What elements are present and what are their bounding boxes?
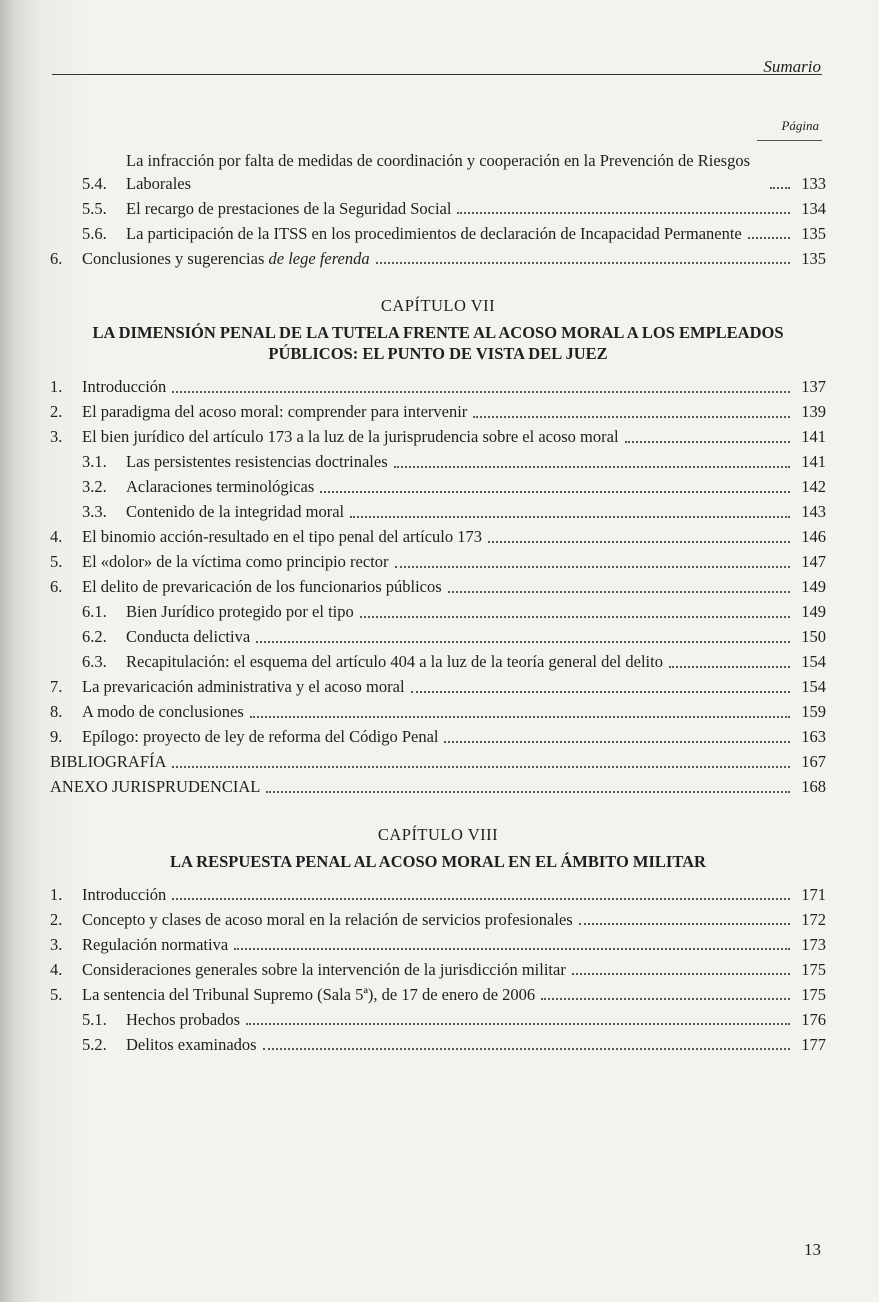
toc-entry-number: 3.3. bbox=[82, 502, 107, 521]
leader-dots bbox=[572, 973, 790, 975]
toc-entry bbox=[50, 984, 826, 1007]
leader-dots bbox=[541, 998, 790, 1000]
toc-entry-number: 6.2. bbox=[82, 627, 107, 646]
toc-entry bbox=[50, 909, 826, 932]
leader-dots bbox=[263, 1048, 790, 1050]
toc-entry-number: 8. bbox=[50, 702, 63, 721]
toc-entry-title: Introducción bbox=[82, 377, 167, 396]
toc-entry-title: ANEXO JURISPRUDENCIAL bbox=[50, 777, 261, 796]
page-column-label: Página bbox=[781, 118, 819, 133]
running-header-title: Sumario bbox=[763, 57, 821, 76]
toc-entry bbox=[50, 401, 826, 424]
page-number: 13 bbox=[804, 1240, 821, 1259]
toc-entry bbox=[50, 934, 826, 957]
leader-dots bbox=[488, 541, 790, 543]
leader-dots bbox=[444, 741, 790, 743]
toc-entry-page: 154 bbox=[801, 652, 826, 671]
toc-entry-page: 135 bbox=[801, 223, 826, 243]
toc-entry-page: 137 bbox=[801, 377, 826, 396]
leader-dots bbox=[250, 716, 790, 718]
leader-dots bbox=[394, 466, 790, 468]
toc-entry-page: 175 bbox=[801, 959, 826, 979]
toc-entry-number: 1. bbox=[50, 377, 63, 396]
toc-entry bbox=[50, 751, 826, 774]
toc-entry-page: 163 bbox=[801, 727, 826, 746]
leader-dots bbox=[350, 516, 790, 518]
chapter-viii-title: LA RESPUESTA PENAL AL ACOSO MORAL EN EL ÁMBITO MILITAR bbox=[170, 851, 706, 871]
toc-entry bbox=[50, 1009, 826, 1032]
toc-entry-title: La infracción por falta de medidas de coordinación y cooperación en la Prevención de Riesgos Laborales bbox=[126, 151, 751, 193]
toc-entry bbox=[50, 601, 826, 624]
toc-entry-page: 159 bbox=[801, 702, 826, 721]
toc-entry bbox=[50, 501, 826, 524]
toc-entry-page: 139 bbox=[801, 402, 826, 421]
toc-entry-title: Introducción bbox=[82, 884, 167, 904]
toc-entry bbox=[50, 248, 826, 271]
toc-entry bbox=[50, 551, 826, 574]
toc-entry-title-italic: de lege ferenda bbox=[268, 248, 370, 268]
toc-entry-page: 147 bbox=[801, 552, 826, 571]
toc-entry-page: 134 bbox=[801, 198, 826, 218]
toc-entry-number: 3.1. bbox=[82, 452, 107, 471]
toc-entry-number: 4. bbox=[50, 527, 63, 546]
toc-entry-title: Consideraciones generales sobre la intervención de la jurisdicción militar bbox=[82, 959, 566, 979]
chapter-vii-entries bbox=[50, 376, 826, 799]
leader-dots bbox=[669, 666, 790, 668]
toc-entry-page: 154 bbox=[801, 677, 826, 696]
toc-entry-title: La sentencia del Tribunal Supremo (Sala 5ª), de 17 de enero de 2006 bbox=[82, 984, 536, 1004]
leader-dots bbox=[320, 491, 790, 493]
toc-entry-title: Aclaraciones terminológicas bbox=[126, 477, 315, 496]
table-of-contents bbox=[50, 150, 826, 1059]
toc-entry-title: La participación de la ITSS en los procedimientos de declaración de Incapacidad Permanente bbox=[126, 223, 742, 243]
leader-dots bbox=[770, 187, 790, 189]
toc-entry-number: 2. bbox=[50, 402, 63, 421]
toc-entry-title: Recapitulación: el esquema del artículo 404 a la luz de la teoría general del delito bbox=[126, 652, 663, 671]
toc-entry-number: 5.6. bbox=[82, 223, 107, 243]
toc-entry bbox=[50, 676, 826, 699]
toc-entry-number: 5.1. bbox=[82, 1009, 107, 1029]
toc-entry bbox=[50, 626, 826, 649]
leader-dots bbox=[234, 948, 790, 950]
toc-entry bbox=[50, 776, 826, 799]
toc-entry-number: 7. bbox=[50, 677, 63, 696]
toc-entry bbox=[50, 150, 826, 195]
toc-entry-page: 175 bbox=[801, 984, 826, 1004]
toc-entry-page: 141 bbox=[801, 452, 826, 471]
toc-entry bbox=[50, 1034, 826, 1057]
toc-entry bbox=[50, 884, 826, 907]
toc-entry-title: A modo de conclusiones bbox=[82, 702, 244, 721]
toc-entry bbox=[50, 426, 826, 449]
toc-entry-number: 5.5. bbox=[82, 198, 107, 218]
leader-dots bbox=[376, 262, 790, 264]
chapter-vii-title: LA DIMENSIÓN PENAL DE LA TUTELA FRENTE AL ACOSO MORAL A LOS EMPLEADOS PÚBLICOS: EL PUNTO DE VISTA DEL JUEZ bbox=[92, 323, 784, 363]
toc-entry-title: Contenido de la integridad moral bbox=[126, 502, 345, 521]
toc-entry-page: 168 bbox=[801, 777, 826, 796]
leader-dots bbox=[172, 766, 790, 768]
toc-entry-number: 4. bbox=[50, 959, 63, 979]
toc-entry-title: Hechos probados bbox=[126, 1009, 241, 1029]
leader-dots bbox=[172, 898, 790, 900]
toc-entry bbox=[50, 451, 826, 474]
toc-entry-title: Bien Jurídico protegido por el tipo bbox=[126, 602, 354, 621]
toc-entry-page: 143 bbox=[801, 502, 826, 521]
toc-entry-page: 133 bbox=[801, 173, 826, 193]
chapter-vi-tail bbox=[50, 150, 826, 270]
toc-entry-title: Concepto y clases de acoso moral en la relación de servicios profesionales bbox=[82, 909, 573, 929]
header-rule bbox=[52, 74, 822, 75]
toc-entry-title: Conclusiones y sugerencias de lege ferenda bbox=[82, 248, 370, 268]
toc-entry bbox=[50, 223, 826, 246]
toc-entry-number: 6. bbox=[50, 577, 63, 596]
leader-dots bbox=[266, 791, 790, 793]
toc-entry-title: El bien jurídico del artículo 173 a la luz de la jurisprudencia sobre el acoso moral bbox=[82, 427, 619, 446]
toc-entry-number: 5.2. bbox=[82, 1034, 107, 1054]
leader-dots bbox=[625, 441, 790, 443]
toc-entry-page: 172 bbox=[801, 909, 826, 929]
toc-entry-page: 150 bbox=[801, 627, 826, 646]
leader-dots bbox=[457, 212, 790, 214]
toc-entry bbox=[50, 959, 826, 982]
toc-entry-number: 5. bbox=[50, 552, 63, 571]
toc-entry bbox=[50, 476, 826, 499]
toc-entry-number: 6.1. bbox=[82, 602, 107, 621]
toc-entry-page: 177 bbox=[801, 1034, 826, 1054]
leader-dots bbox=[579, 923, 790, 925]
toc-entry-page: 149 bbox=[801, 577, 826, 596]
toc-entry-title: El delito de prevaricación de los funcionarios públicos bbox=[82, 577, 442, 596]
toc-entry bbox=[50, 576, 826, 599]
toc-entry-number: 3. bbox=[50, 934, 63, 954]
toc-entry bbox=[50, 526, 826, 549]
toc-entry-title: Conducta delictiva bbox=[126, 627, 251, 646]
toc-entry bbox=[50, 726, 826, 749]
leader-dots bbox=[246, 1023, 790, 1025]
toc-entry-number: 5.4. bbox=[82, 173, 107, 193]
leader-dots bbox=[395, 566, 790, 568]
toc-entry-page: 176 bbox=[801, 1009, 826, 1029]
leader-dots bbox=[411, 691, 790, 693]
toc-entry-number: 3.2. bbox=[82, 477, 107, 496]
toc-entry-number: 5. bbox=[50, 984, 63, 1004]
toc-entry-title: El recargo de prestaciones de la Seguridad Social bbox=[126, 198, 452, 218]
toc-entry-number: 9. bbox=[50, 727, 63, 746]
toc-entry-page: 173 bbox=[801, 934, 826, 954]
toc-entry-title: El paradigma del acoso moral: comprender para intervenir bbox=[82, 402, 468, 421]
toc-entry-title: Regulación normativa bbox=[82, 934, 229, 954]
toc-entry-title: El «dolor» de la víctima como principio rector bbox=[82, 552, 389, 571]
toc-entry-page: 146 bbox=[801, 527, 826, 546]
leader-dots bbox=[360, 616, 790, 618]
leader-dots bbox=[748, 237, 790, 239]
chapter-vii-label: CAPÍTULO VII bbox=[380, 296, 496, 315]
toc-entry bbox=[50, 651, 826, 674]
toc-entry-number: 6.3. bbox=[82, 652, 107, 671]
chapter-viii-entries bbox=[50, 884, 826, 1057]
toc-entry-title: El binomio acción-resultado en el tipo penal del artículo 173 bbox=[82, 527, 483, 546]
toc-entry-title: Delitos examinados bbox=[126, 1034, 257, 1054]
toc-entry-number: 3. bbox=[50, 427, 63, 446]
toc-entry-title: Las persistentes resistencias doctrinales bbox=[126, 452, 388, 471]
toc-entry bbox=[50, 198, 826, 221]
leader-dots bbox=[448, 591, 790, 593]
toc-entry-title: Epílogo: proyecto de ley de reforma del Código Penal bbox=[82, 727, 439, 746]
toc-entry-page: 135 bbox=[801, 248, 826, 268]
toc-entry-title: BIBLIOGRAFÍA bbox=[50, 752, 167, 771]
toc-entry-number: 2. bbox=[50, 909, 63, 929]
toc-entry-number: 1. bbox=[50, 884, 63, 904]
toc-entry-page: 171 bbox=[801, 884, 826, 904]
page-column-rule bbox=[757, 140, 822, 141]
toc-entry-title: La prevaricación administrativa y el acoso moral bbox=[82, 677, 405, 696]
toc-entry-page: 142 bbox=[801, 477, 826, 496]
toc-entry-number: 6. bbox=[50, 248, 63, 268]
toc-entry-page: 167 bbox=[801, 752, 826, 771]
toc-entry bbox=[50, 701, 826, 724]
leader-dots bbox=[256, 641, 790, 643]
leader-dots bbox=[172, 391, 790, 393]
toc-entry bbox=[50, 376, 826, 399]
toc-entry-page: 141 bbox=[801, 427, 826, 446]
chapter-viii-label: CAPÍTULO VIII bbox=[377, 824, 499, 844]
toc-entry-page: 149 bbox=[801, 602, 826, 621]
leader-dots bbox=[473, 416, 790, 418]
